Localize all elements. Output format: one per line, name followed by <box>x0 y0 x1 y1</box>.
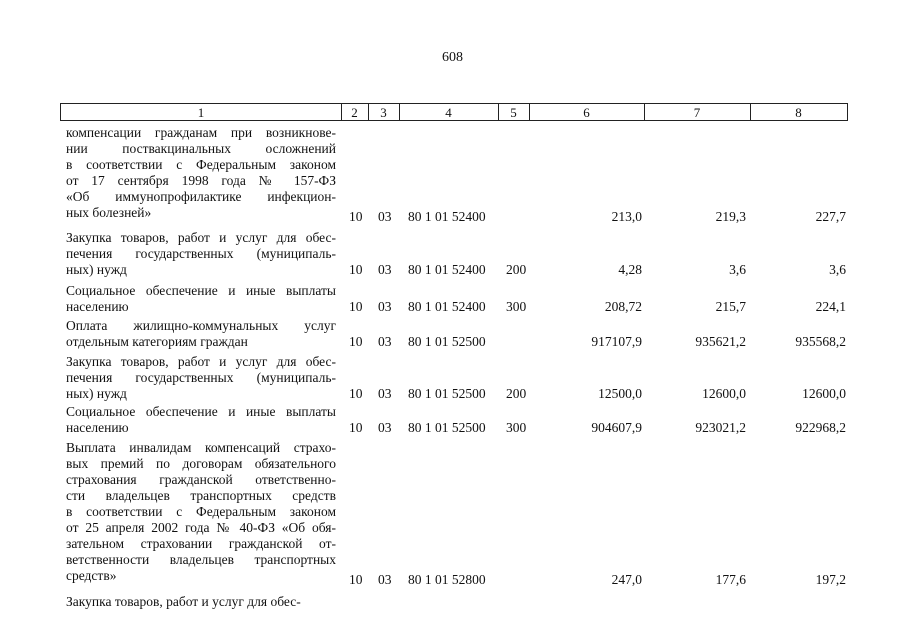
cell-col-7: 177,6 <box>715 572 746 587</box>
table-row-description <box>66 404 336 436</box>
cell-col-2: 10 <box>349 386 363 401</box>
description-line: от 17 сентября 1998 года № 157-ФЗ <box>66 173 336 188</box>
cell-col-4: 80 1 01 52500 <box>408 420 486 435</box>
cell-col-8: 197,2 <box>815 572 846 587</box>
cell-col-4: 80 1 01 52400 <box>408 299 486 314</box>
table-row-description <box>66 230 336 278</box>
cell-col-5: 300 <box>506 420 527 435</box>
cell-col-8: 227,7 <box>815 209 846 224</box>
description-line: ветственности владельцев транспортных <box>66 552 336 567</box>
description-line: компенсации гражданам при возникнове- <box>66 125 336 140</box>
cell-col-2: 10 <box>349 262 363 277</box>
description-line: нии поствакцинальных осложнений <box>66 141 336 156</box>
description-line: печения государственных (муниципаль- <box>66 370 336 385</box>
header-col-3: 3 <box>368 103 400 121</box>
description-line: Оплата жилищно-коммунальных услуг <box>66 318 336 333</box>
cell-col-3: 03 <box>378 334 392 349</box>
cell-col-3: 03 <box>378 299 392 314</box>
cell-col-6: 917107,9 <box>591 334 642 349</box>
table-row-description <box>66 354 336 402</box>
cell-col-5: 200 <box>506 262 527 277</box>
header-col-4: 4 <box>399 103 499 121</box>
cell-col-4: 80 1 01 52500 <box>408 334 486 349</box>
description-line: страхования гражданской ответственно- <box>66 472 336 487</box>
description-line: Закупка товаров, работ и услуг для обес- <box>66 230 336 245</box>
description-line: вых премий по договорам обязательного <box>66 456 336 471</box>
cell-col-6: 208,72 <box>604 299 642 314</box>
description-line: зательном страховании гражданской от- <box>66 536 336 551</box>
description-line: в соответствии с Федеральным законом <box>66 157 336 172</box>
table-row-description <box>66 283 336 315</box>
description-line: населению <box>66 420 129 435</box>
description-line: Социальное обеспечение и иные выплаты <box>66 283 336 298</box>
table-row-description <box>66 440 336 584</box>
cell-col-4: 80 1 01 52800 <box>408 572 486 587</box>
cell-col-6: 247,0 <box>611 572 642 587</box>
cell-col-6: 213,0 <box>611 209 642 224</box>
description-line: от 25 апреля 2002 года № 40-ФЗ «Об обя- <box>66 520 336 535</box>
cell-col-7: 12600,0 <box>702 386 746 401</box>
cell-col-5: 200 <box>506 386 527 401</box>
description-line: Выплата инвалидам компенсаций страхо- <box>66 440 336 455</box>
cell-col-8: 935568,2 <box>795 334 846 349</box>
description-line: в соответствии с Федеральным законом <box>66 504 336 519</box>
description-line: сти владельцев транспортных средств <box>66 488 336 503</box>
cell-col-3: 03 <box>378 386 392 401</box>
cell-col-8: 12600,0 <box>802 386 846 401</box>
description-line: ных) нужд <box>66 386 127 401</box>
cell-col-2: 10 <box>349 299 363 314</box>
cell-col-7: 3,6 <box>729 262 746 277</box>
cell-col-2: 10 <box>349 334 363 349</box>
table-row-description <box>66 318 336 350</box>
header-col-5: 5 <box>498 103 530 121</box>
table-row-description <box>66 594 336 610</box>
header-col-2: 2 <box>341 103 369 121</box>
cell-col-6: 12500,0 <box>598 386 642 401</box>
cell-col-3: 03 <box>378 262 392 277</box>
description-line: ных болезней» <box>66 205 152 220</box>
table-row-description <box>66 125 336 221</box>
description-line: Закупка товаров, работ и услуг для обес- <box>66 354 336 369</box>
header-col-8: 8 <box>750 103 848 121</box>
cell-col-2: 10 <box>349 420 363 435</box>
cell-col-7: 935621,2 <box>695 334 746 349</box>
cell-col-7: 215,7 <box>715 299 746 314</box>
cell-col-5: 300 <box>506 299 527 314</box>
header-col-6: 6 <box>529 103 645 121</box>
cell-col-7: 923021,2 <box>695 420 746 435</box>
cell-col-6: 904607,9 <box>591 420 642 435</box>
cell-col-3: 03 <box>378 572 392 587</box>
cell-col-6: 4,28 <box>618 262 642 277</box>
cell-col-4: 80 1 01 52500 <box>408 386 486 401</box>
cell-col-4: 80 1 01 52400 <box>408 209 486 224</box>
cell-col-7: 219,3 <box>715 209 746 224</box>
cell-col-3: 03 <box>378 209 392 224</box>
header-col-7: 7 <box>644 103 751 121</box>
cell-col-8: 922968,2 <box>795 420 846 435</box>
cell-col-2: 10 <box>349 572 363 587</box>
description-line: печения государственных (муниципаль- <box>66 246 336 261</box>
cell-col-4: 80 1 01 52400 <box>408 262 486 277</box>
description-line: Социальное обеспечение и иные выплаты <box>66 404 336 419</box>
cell-col-8: 3,6 <box>829 262 846 277</box>
page-number: 608 <box>442 50 463 65</box>
description-line: «Об иммунопрофилактике инфекцион- <box>66 189 336 204</box>
description-line: средств» <box>66 568 117 583</box>
cell-col-2: 10 <box>349 209 363 224</box>
description-line: ных) нужд <box>66 262 127 277</box>
description-line: отдельным категориям граждан <box>66 334 248 349</box>
header-col-1: 1 <box>60 103 342 121</box>
cell-col-8: 224,1 <box>815 299 846 314</box>
description-line: населению <box>66 299 129 314</box>
cell-col-3: 03 <box>378 420 392 435</box>
description-line: Закупка товаров, работ и услуг для обес- <box>66 594 301 609</box>
